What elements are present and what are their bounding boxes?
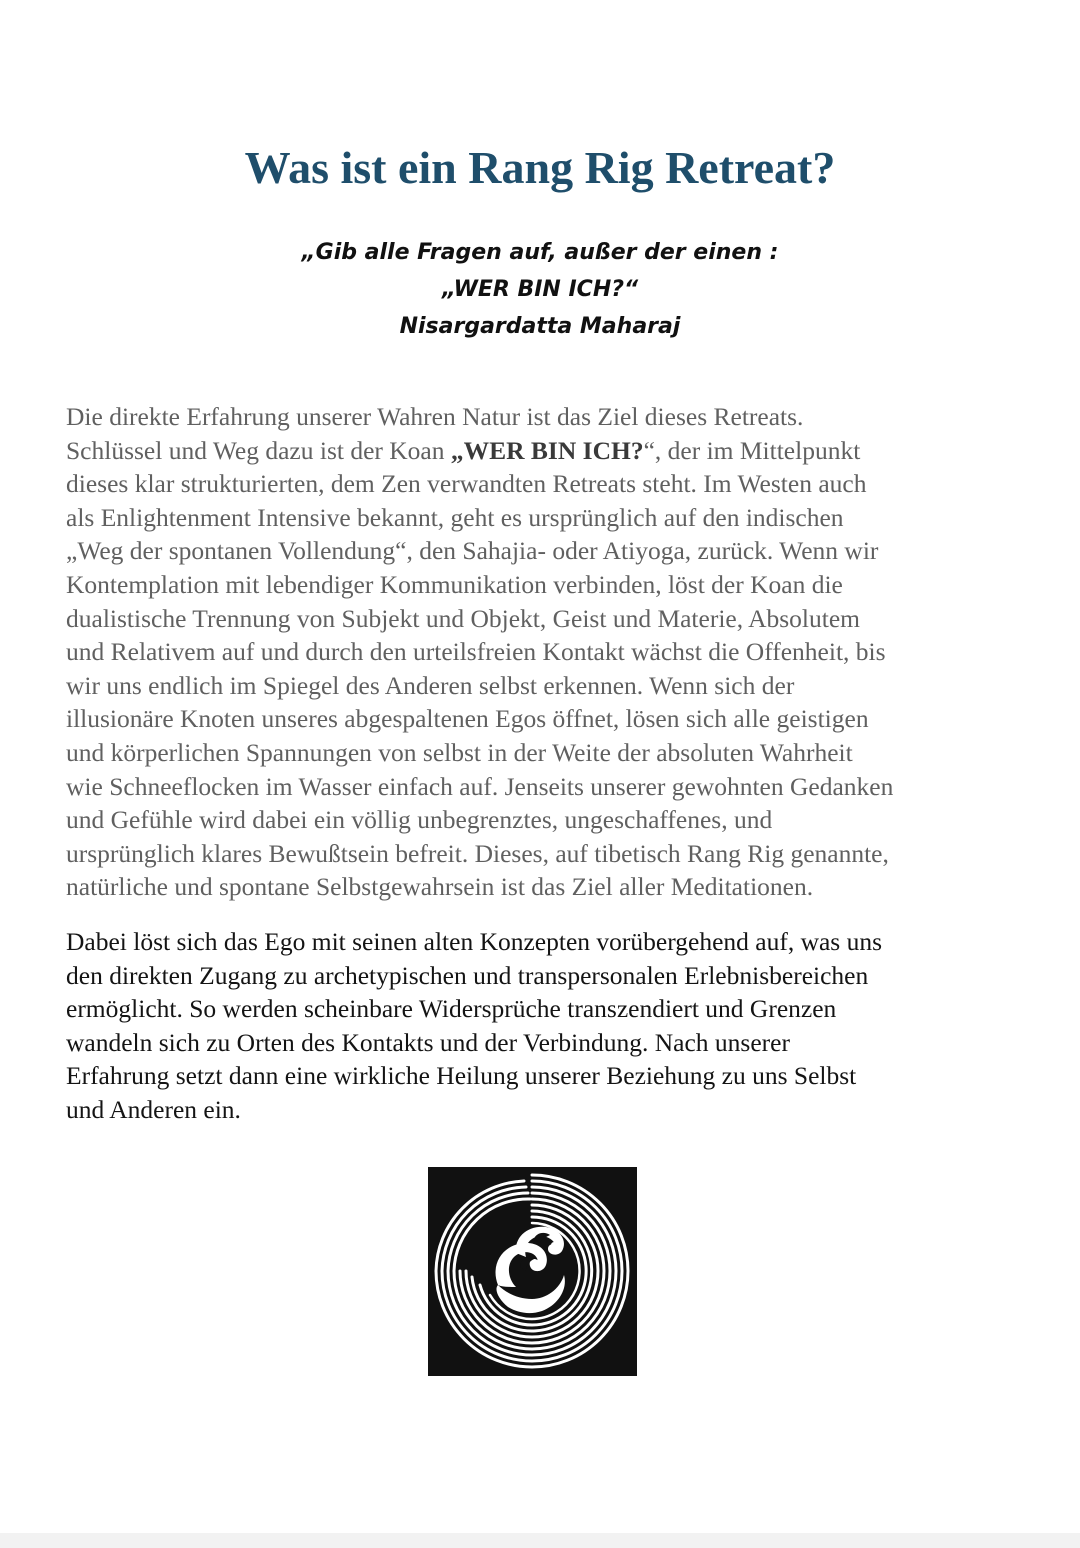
- paragraph-line: „Weg der spontanen Vollendung“, den Sahajia- oder Atiyoga, zurück. Wenn wir: [66, 536, 879, 566]
- page-bottom-edge: [0, 1533, 1080, 1548]
- paragraph-line: Kontemplation mit lebendiger Kommunikation verbinden, löst der Koan die: [66, 569, 843, 599]
- paragraph-line-text: “, der im Mittelpunkt: [643, 435, 861, 465]
- quote-koan: „WER BIN ICH?“: [441, 277, 639, 302]
- paragraph-line: ermöglicht. So werden scheinbare Widersprüche transzendiert und Grenzen: [66, 994, 837, 1024]
- paragraph-line: natürliche und spontane Selbstgewahrsein ist das Ziel aller Meditationen.: [66, 872, 814, 902]
- paragraph-line: ursprünglich klares Bewußtsein befreit. Dieses, auf tibetisch Rang Rig genannte,: [66, 838, 889, 868]
- epigraph-quote: [0, 234, 1080, 345]
- paragraph-line: Die direkte Erfahrung unserer Wahren Natur ist das Ziel dieses Retreats.: [66, 402, 804, 431]
- paragraph-ego: [66, 925, 1006, 1127]
- quote-line: „Gib alle Fragen auf, außer der einen :: [301, 240, 779, 265]
- paragraph-line: Dabei löst sich das Ego mit seinen alten Konzepten vorübergehend auf, was uns: [66, 927, 883, 956]
- paragraph-line: und Anderen ein.: [66, 1094, 241, 1124]
- paragraph-line: und Gefühle wird dabei ein völlig unbegrenztes, ungeschaffenes, und: [66, 805, 773, 835]
- paragraph-line: den direkten Zugang zu archetypischen und transpersonalen Erlebnisbereichen: [66, 960, 869, 990]
- spiral-wave-graphic: [428, 1167, 637, 1376]
- paragraph-line: wir uns endlich im Spiegel des Anderen selbst erkennen. Wenn sich der: [66, 670, 795, 700]
- koan-emphasis: „WER BIN ICH?: [450, 435, 644, 465]
- paragraph-line: dieses klar strukturierten, dem Zen verwandten Retreats steht. Im Westen auch: [66, 469, 867, 499]
- spiral-wave-icon: [428, 1167, 637, 1376]
- paragraph-line: und Relativem auf und durch den urteilsfreien Kontakt wächst die Offenheit, bis: [66, 637, 886, 667]
- paragraph-line: dualistische Trennung von Subjekt und Objekt, Geist und Materie, Absolutem: [66, 603, 860, 633]
- paragraph-line-text: Schlüssel und Weg dazu ist der Koan: [66, 435, 451, 465]
- page-title: Was ist ein Rang Rig Retreat?: [244, 142, 836, 193]
- paragraph-line: wandeln sich zu Orten des Kontakts und der Verbindung. Nach unserer: [66, 1027, 790, 1057]
- paragraph-line: als Enlightenment Intensive bekannt, geht es ursprünglich auf den indischen: [66, 502, 844, 532]
- paragraph-line-koan: [66, 434, 1006, 468]
- paragraph-line: wie Schneeflocken im Wasser einfach auf. Jenseits unserer gewohnten Gedanken: [66, 771, 894, 801]
- paragraph-intro: [66, 400, 1006, 904]
- quote-author: Nisargardatta Maharaj: [399, 314, 681, 339]
- paragraph-line: Erfahrung setzt dann eine wirkliche Heilung unserer Beziehung zu uns Selbst: [66, 1061, 857, 1091]
- paragraph-line: illusionäre Knoten unseres abgespaltenen Egos öffnet, lösen sich alle geistigen: [66, 704, 869, 734]
- paragraph-line: und körperlichen Spannungen von selbst in der Weite der absoluten Wahrheit: [66, 737, 853, 767]
